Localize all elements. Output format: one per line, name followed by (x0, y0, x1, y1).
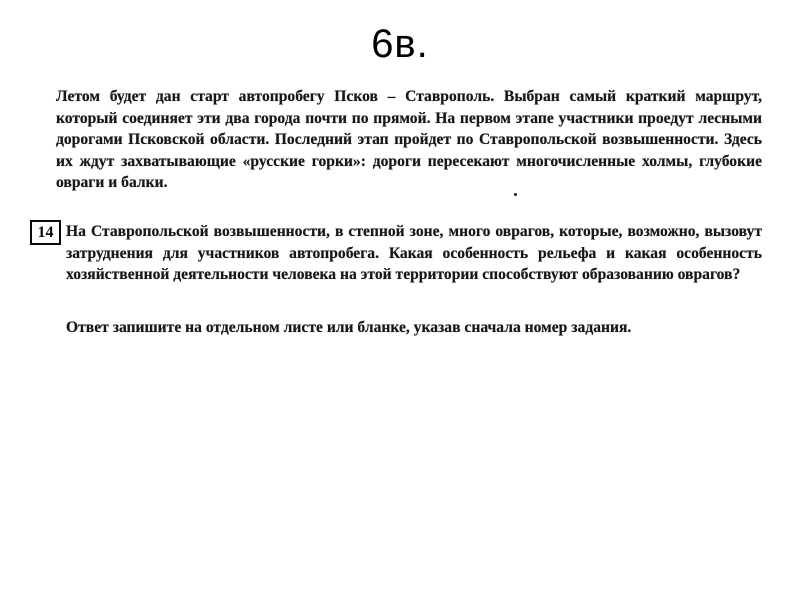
task-intro-text: Летом будет дан старт автопробегу Псков – Ставрополь. Выбран самый краткий маршрут, который соединяет эти два города почти по прямой. На первом этапе участники проедут лесными дорогами Псковской области. Последний этап пройдет по Ставропольской возвышенности. Здесь их ждут захватывающие «русские горки»: дороги пересекают многочисленные холмы, глубокие овраги и балки. (56, 88, 762, 191)
slide-title: 6в. (371, 22, 429, 66)
task-number-box: 14 (30, 220, 61, 245)
answer-instruction-text: Ответ запишите на отдельном листе или бланке, указав сначала номер задания. (66, 319, 632, 336)
task-question-text: На Ставропольской возвышенности, в степной зоне, много оврагов, которые, возможно, вызовут затруднения для участников автопробега. Какая особенность рельефа и какая особенность хозяйственной деятельности человека на этой территории способствуют образованию оврагов? (66, 223, 762, 283)
scanned-task-page (30, 86, 770, 346)
scan-speck (514, 193, 517, 196)
